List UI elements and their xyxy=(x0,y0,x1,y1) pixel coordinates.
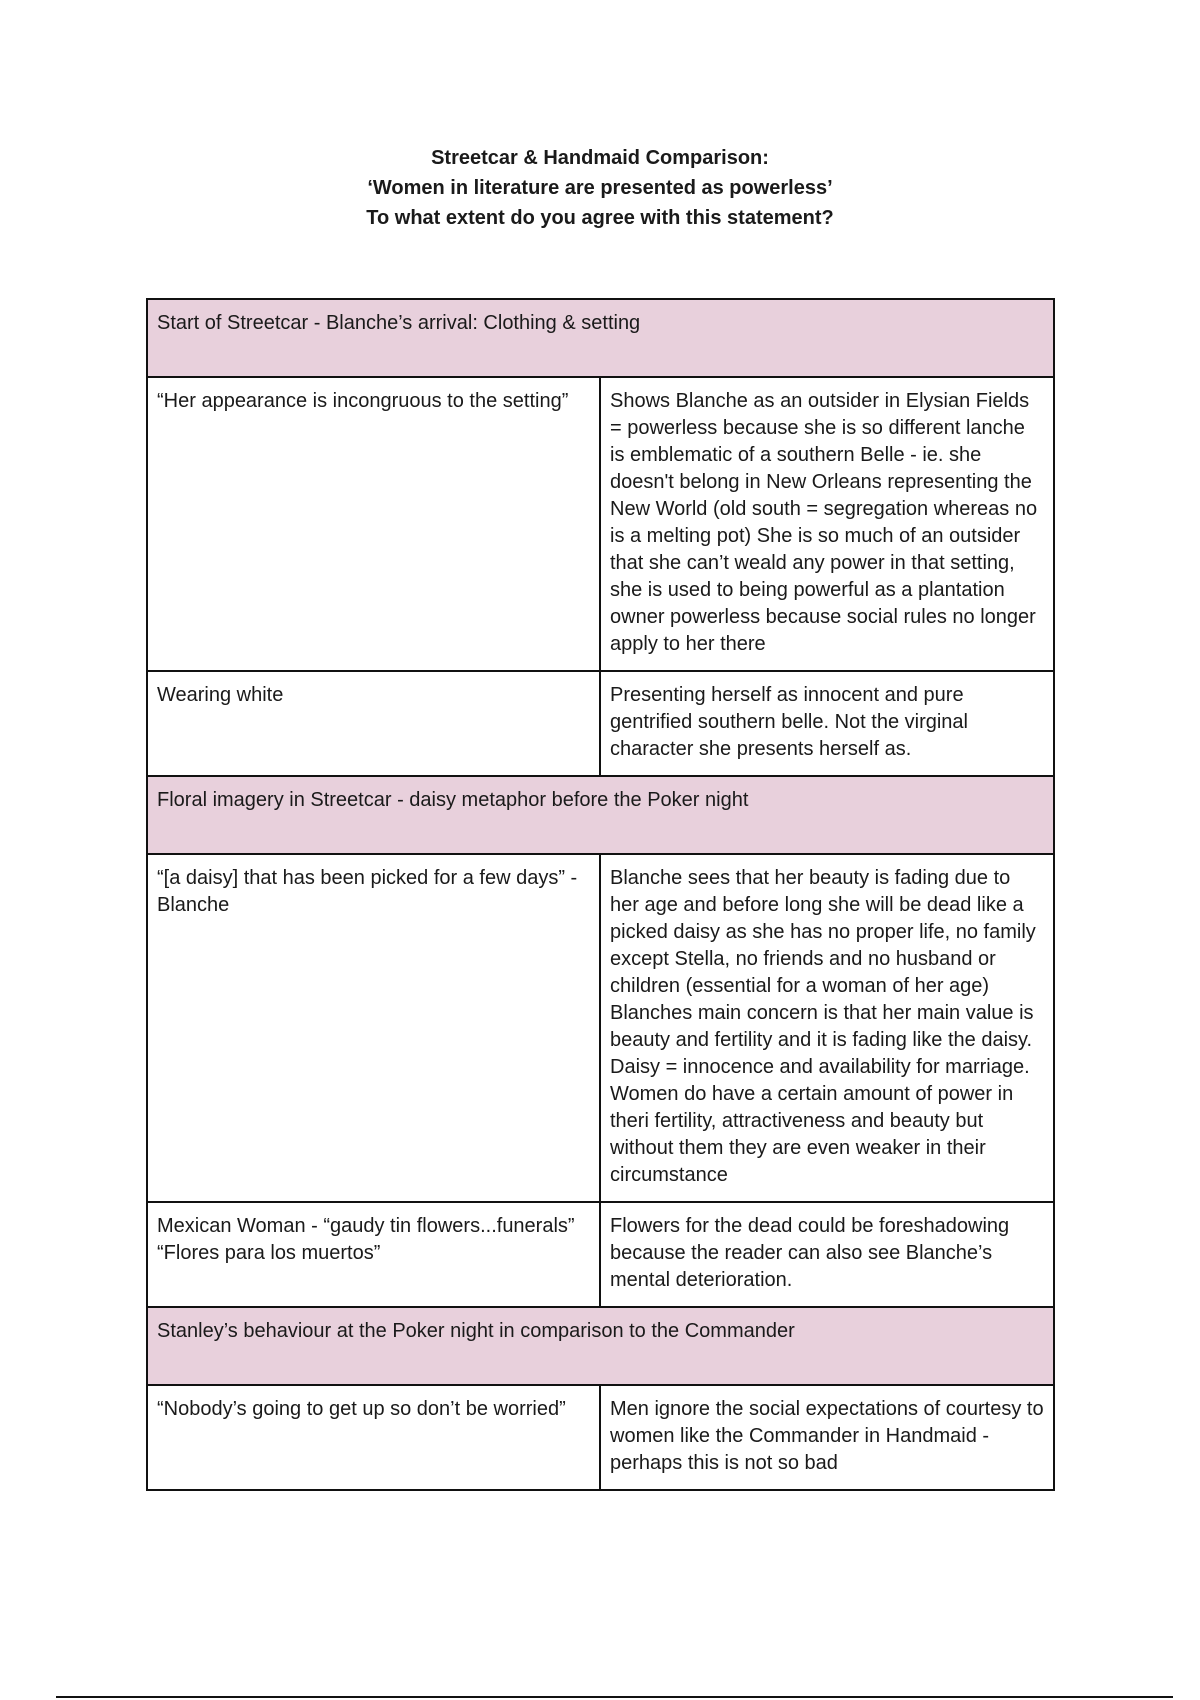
quote-line: Mexican Woman - “gaudy tin flowers...funerals” xyxy=(157,1215,575,1237)
quote-cell: “Nobody’s going to get up so don’t be worried” xyxy=(147,1385,600,1490)
title-line-2: ‘Women in literature are presented as powerless’ xyxy=(367,177,833,199)
table-row xyxy=(147,854,1054,1202)
analysis-cell: Blanche sees that her beauty is fading due to her age and before long she will be dead like a picked daisy as she has no proper life, no family except Stella, no friends and no husband or children (essential for a woman of her age) Blanches main concern is that her main value is beauty and fertility and it is fading like the daisy. Daisy = innocence and availability for marriage. Women do have a certain amount of power in theri fertility, attractiveness and beauty but without them they are even weaker in their circumstance xyxy=(600,854,1054,1202)
comparison-table xyxy=(146,298,1055,1491)
quote-cell: “[a daisy] that has been picked for a few days” - Blanche xyxy=(147,854,600,1202)
section-header-row xyxy=(147,299,1054,377)
quote-cell xyxy=(147,1202,600,1307)
section-header-row xyxy=(147,776,1054,854)
table-row xyxy=(147,671,1054,776)
title-line-3: To what extent do you agree with this statement? xyxy=(366,207,834,229)
analysis-cell: Shows Blanche as an outsider in Elysian Fields = powerless because she is so different lanche is emblematic of a southern Belle - ie. she doesn't belong in New Orleans representing the New World (old south = segregation whereas no is a melting pot) She is so much of an outsider that she can’t weald any power in that setting, she is used to being powerful as a plantation owner powerless because social rules no longer apply to her there xyxy=(600,377,1054,671)
analysis-cell: Presenting herself as innocent and pure gentrified southern belle. Not the virginal character she presents herself as. xyxy=(600,671,1054,776)
analysis-cell: Flowers for the dead could be foreshadowing because the reader can also see Blanche’s mental deterioration. xyxy=(600,1202,1054,1307)
section-heading: Start of Streetcar - Blanche’s arrival: Clothing & setting xyxy=(147,299,1054,377)
table-row xyxy=(147,377,1054,671)
section-heading: Floral imagery in Streetcar - daisy metaphor before the Poker night xyxy=(147,776,1054,854)
analysis-cell: Men ignore the social expectations of courtesy to women like the Commander in Handmaid - perhaps this is not so bad xyxy=(600,1385,1054,1490)
quote-cell: Wearing white xyxy=(147,671,600,776)
section-heading: Stanley’s behaviour at the Poker night in comparison to the Commander xyxy=(147,1307,1054,1385)
page-bottom-rule xyxy=(56,1696,1173,1698)
table-row xyxy=(147,1202,1054,1307)
section-header-row xyxy=(147,1307,1054,1385)
quote-line: “Flores para los muertos” xyxy=(157,1242,381,1264)
title-line-1: Streetcar & Handmaid Comparison: xyxy=(431,147,769,169)
quote-cell: “Her appearance is incongruous to the setting” xyxy=(147,377,600,671)
table-row xyxy=(147,1385,1054,1490)
document-title xyxy=(0,143,1200,233)
